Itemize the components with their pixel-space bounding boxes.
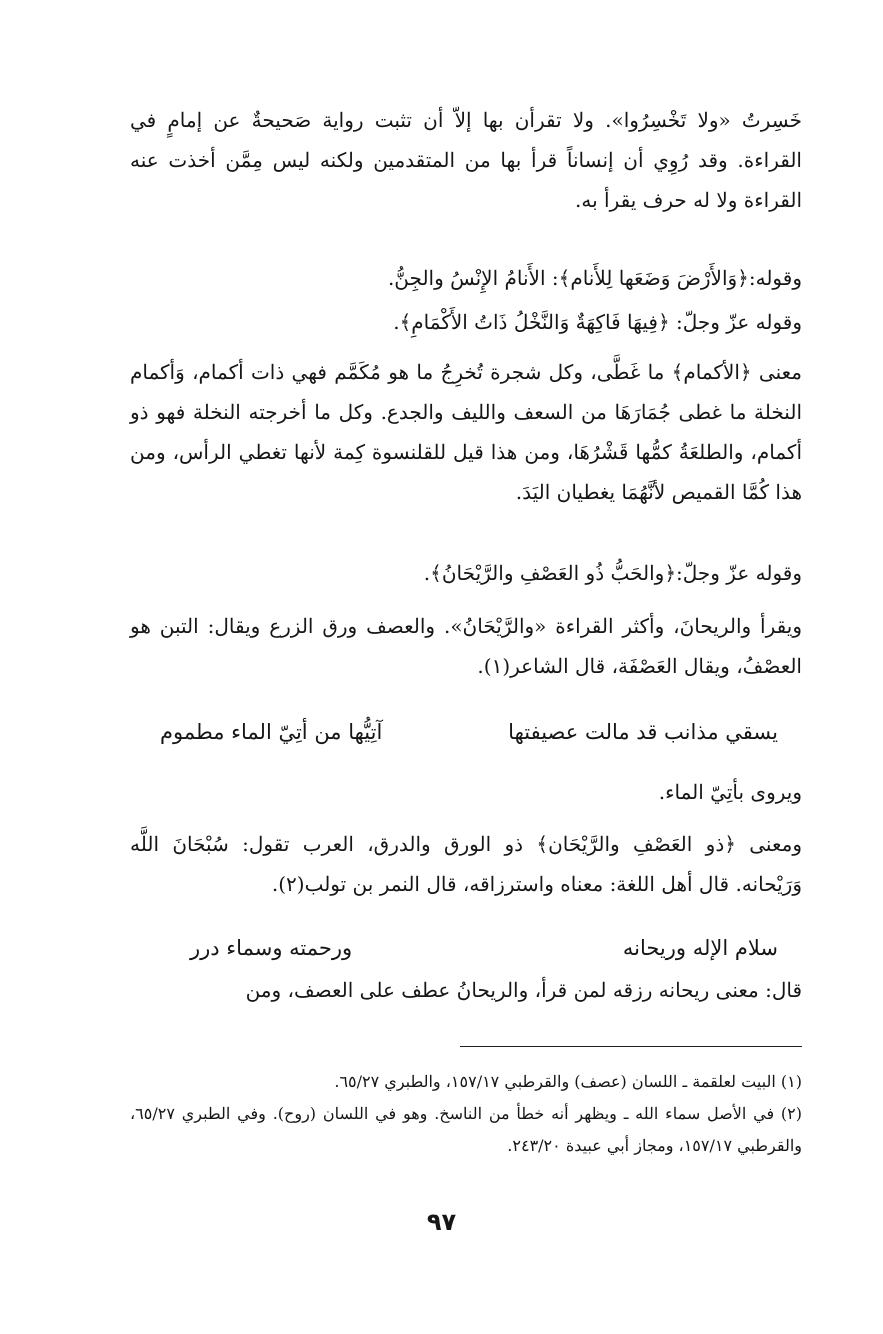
paragraph-8: ومعنى ﴿ذو العَصْفِ والرَّيْحَان﴾ ذو الورق والدرق، العرب تقول: سُبْحَانَ اللَّه وَرَيْحانه. قال أهل اللغة: معناه واسترزاقه، قال النمر بن تولب(٢).: [130, 832, 802, 896]
verse-1-second-hemistich: آتِيُّها من أتِيّ الماء مطموم: [160, 720, 383, 744]
paragraph-2: وقوله:﴿وَالأَرْضَ وَضَعَها لِلأَنام﴾: الأَنامُ الإِنْسُ والجِنُّ.: [387, 266, 802, 290]
paragraph-7: ويروى بأتِيّ الماء.: [658, 780, 802, 804]
paragraph-4: معنى ﴿الأكمام﴾ ما غَطَّى، وكل شجرة تُخرِجُ ما هو مُكَمَّم فهي ذات أكمام، وَأكمام النخلة ما غطى جُمَارَهَا من السعف والليف والجدع. وكل ما أخرجته النخلة فهو ذو أكمام، والطلعَةُ كمُّها قَشْرُهَا، ومن هذا قيل للقلنسوة كِمة لأنها تغطي الرأس، ومن هذا كُمَّا القميص لأنَّهُمَا يغطيان اليَدَ.: [130, 360, 802, 504]
verse-1-first-hemistich: يسقي مذانب قد مالت عصيفتها: [508, 720, 778, 744]
footnote-2: (٢) في الأصل سماء الله ـ ويظهر أنه خطأ من الناسخ. وهو في اللسان (روح). وفي الطبري ٦٥/٢٧، والقرطبي ١٥٧/١٧، ومجاز أبي عبيدة ٢٤٣/٢٠.: [130, 1104, 802, 1155]
paragraph-5: وقوله عزّ وجلّ:﴿والحَبُّ ذُو العَصْفِ والرَّيْحَانُ﴾.: [423, 561, 802, 585]
paragraph-1: خَسِرتُ «ولا تَخْسِرُوا». ولا تقرأن بها إلاّ أن تثبت رواية صَحيحةٌ عن إمامٍ في القراءة. وقد رُوِي أن إنساناً قرأ بها من المتقدمين ولكنه ليس مِمَّن أخذت عنه القراءة ولا له حرف يقرأ به.: [130, 108, 802, 212]
footnotes: [130, 1066, 802, 1162]
verse-2-second-hemistich: ورحمته وسماء درر: [190, 936, 353, 960]
paragraph-9: قال: معنى ريحانه رزقه لمن قرأ، والريحانُ عطف على العصف، ومن: [245, 978, 802, 1002]
page-number: ٩٧: [426, 1208, 457, 1236]
paragraph-6: ويقرأ والريحانَ، وأكثر القراءة «والرَّيْحَانُ». والعصف ورق الزرع ويقال: التبن هو العصْفُ، ويقال العَصْفَة، قال الشاعر(١).: [130, 614, 802, 678]
footnote-1: (١) البيت لعلقمة ـ اللسان (عصف) والقرطبي ١٥٧/١٧، والطبري ٦٥/٢٧.: [334, 1072, 802, 1091]
footnote-separator: [460, 1046, 802, 1047]
paragraph-3: وقوله عزّ وجلّ: ﴿فِيهَا فَاكِهَةٌ وَالنَّخْلُ ذَاتُ الأَكْمَامِ﴾.: [393, 310, 802, 334]
verse-2-first-hemistich: سلام الإله وريحانه: [622, 936, 778, 960]
